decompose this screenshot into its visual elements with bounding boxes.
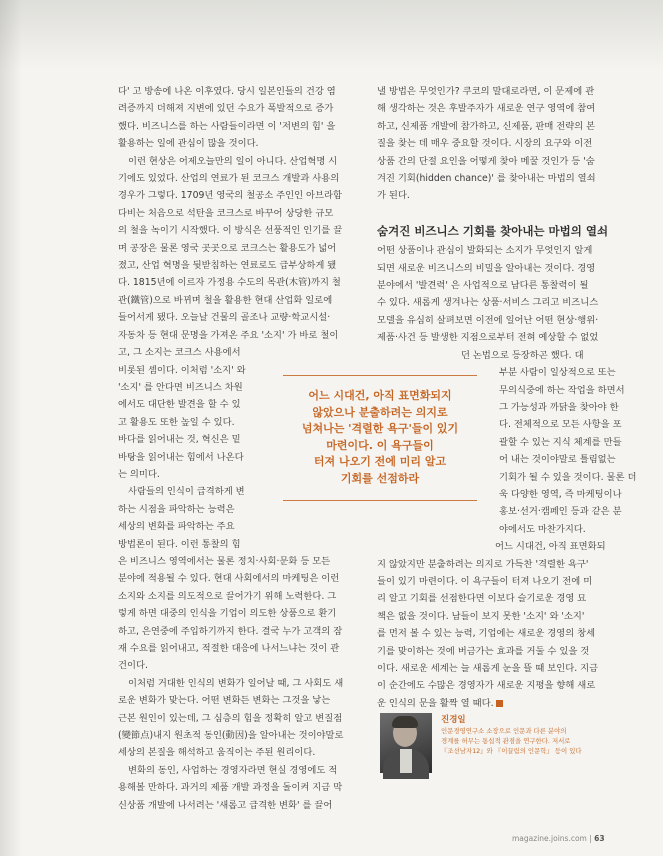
text-line: (變節点)내지 원초적 동인(動因)을 알아내는 것이야말로 <box>118 730 344 742</box>
left-paragraph-1 <box>118 83 356 153</box>
text-line: 변화의 동인, 사업하는 경영자라면 현실 경영에도 적 <box>128 764 338 776</box>
text-line: 려증까지 더해져 지변에 있던 수요가 폭발적으로 증가 <box>118 103 334 115</box>
text-line: 하고, 신제품 개발에 참가하고, 신제품, 판매 전략의 본 <box>377 120 596 132</box>
author-name: 진경일 <box>441 715 466 725</box>
text-line: 고, 그 소지는 코크스 사용에서 <box>118 347 241 359</box>
text-line: 분야에 적용될 수 있다. 현대 사회에서의 마케팅은 이런 <box>118 573 340 585</box>
text-line: 가 된다. <box>377 190 410 202</box>
text-line: 를 먼저 볼 수 있는 능력, 기업에는 새로운 경영의 창세 <box>377 628 596 640</box>
footer-site: magazine.joins.com <box>512 834 587 843</box>
right-paragraph-1 <box>377 83 619 205</box>
text-line: 야에서도 마찬가지다. <box>499 523 586 535</box>
pull-quote-line: 어느 시대건, 아직 표면화되지 <box>308 389 452 402</box>
text-line: 괄할 수 있는 지식 체계를 만들 <box>499 436 622 448</box>
text-line: 에서도 대단한 발견을 할 수 있 <box>118 399 241 411</box>
text-line: 자동차 등 현대 문명을 가져온 주요 '소지' 가 바로 철이 <box>118 329 339 341</box>
text-line: 했다. 비즈니스를 하는 사람들이라면 이 '저변의 힘' 을 <box>118 120 336 132</box>
text-line: 제품·사건 등 발생한 지점으로부터 전혀 예상할 수 없었 <box>377 332 599 344</box>
bio-line: 인문경영연구소 소장으로 인문과 다른 분야의 <box>441 727 567 735</box>
text-line: 수 있다. 새롭게 생겨나는 상품·서비스 그리고 비즈니스 <box>377 297 599 309</box>
text-line: 리 알고 기회를 선점한다면 이보다 슬기로운 경영 묘 <box>377 593 587 605</box>
page-footer <box>512 834 605 843</box>
left-paragraph-3 <box>118 483 356 674</box>
text-line: 질을 찾는 데 매우 중요할 것이다. 시장의 요구와 이전 <box>377 138 593 150</box>
bio-line: 『조선남자12』와 『이끌림의 인문학』 등이 있다 <box>441 747 582 755</box>
text-line: 그 가능성과 까닭을 찾아야 한 <box>499 401 619 413</box>
text-line: 신상품 개발에 나서려는 '새롭고 급격한 변화' 를 끌어 <box>118 799 333 811</box>
photo-hair <box>392 716 418 728</box>
bio-line: 경계를 허무는 통섭적 관점을 연구한다. 저서로 <box>441 737 571 745</box>
text-line: 이런 현상은 어제오늘만의 일이 아니다. 산업혁명 시 <box>128 155 338 167</box>
text-line: 재 수요를 읽어내고, 적절한 대응에 나서느냐는 것이 관 <box>118 643 340 654</box>
text-line: 다' 고 방송에 나온 이후였다. 당시 일본인들의 건강 염 <box>118 86 336 97</box>
photo-shirt <box>400 749 412 773</box>
text-line: 바탕을 읽어내는 힘에서 나온다 <box>118 451 244 463</box>
footer-separator: | <box>589 834 592 843</box>
text-line: 무의식중에 하는 작업을 하면서 <box>499 384 625 396</box>
text-line: 다. 전체적으로 모든 사항을 포 <box>499 419 622 431</box>
section-heading: 숨겨진 비즈니스 기회를 찾아내는 마법의 열쇠 <box>377 223 609 238</box>
pull-quote-text <box>283 376 477 487</box>
text-line: 바다를 읽어내는 것, 혁신은 밑 <box>118 434 241 446</box>
text-line: 경우가 그렇다. 1709년 영국의 철공소 주인인 아브라함 <box>118 190 342 202</box>
pull-quote-line: 않았으나 분출하려는 의지로 <box>312 405 448 419</box>
text-line: 며 공장은 물론 영국 곳곳으로 코크스는 활용도가 넓어 <box>118 242 337 254</box>
text-line: 건이다. <box>118 660 148 672</box>
text-line: 근본 원인이 있는데, 그 심층의 힘을 정확히 알고 변질점 <box>118 712 343 724</box>
text-line: 의 철을 녹이기 시작했다. 이 방식은 선풍적인 인기를 끌 <box>118 225 343 237</box>
pull-quote-line: 터져 나오기 전에 미리 알고 <box>313 455 447 468</box>
pull-quote-line: 넘쳐나는 '격렬한 욕구'들이 있기 <box>301 422 459 435</box>
left-paragraph-5 <box>118 762 356 814</box>
text-line: 어느 시대건, 아직 표면화되 <box>495 541 606 553</box>
text-line: 은 비즈니스 영역에서는 물론 정치·사회·문화 등 모든 <box>118 555 331 567</box>
text-line: 들어서게 됐다. 오늘날 건물의 골조나 교량·학교시설· <box>118 312 331 324</box>
text-line: 용해볼 만하다. 과거의 제품 개발 과정을 돌이켜 지금 막 <box>118 782 343 794</box>
pull-quote-line: 기회를 선점하라 <box>340 471 420 485</box>
text-line: 렇게 하면 대중의 인식을 기업이 의도한 상품으로 환기 <box>118 608 337 620</box>
page-number: 63 <box>594 834 605 843</box>
text-line: 이다. 새로운 세계는 늘 새롭게 눈을 뜰 때 보인다. 지금 <box>377 663 599 674</box>
text-line: 방법론이 된다. 이런 통찰의 힘 <box>118 538 241 550</box>
text-line: 활용하는 일에 관심이 많을 것이다. <box>118 138 259 150</box>
top-shade <box>0 0 663 70</box>
text-line: '소지' 를 안다면 비즈니스 차원 <box>118 381 243 393</box>
text-line-last <box>377 695 619 712</box>
author-profile <box>380 713 600 773</box>
text-line: 모델을 유심히 살펴보면 이전에 일어난 어떤 현상·행위· <box>377 314 599 326</box>
text-line: 이처럼 거대한 인식의 변화가 일어날 때, 그 사회도 새 <box>128 677 344 689</box>
text-line: 세상의 변화를 파악하는 주요 <box>118 521 235 533</box>
text-line: 소지와 소지를 의도적으로 끌어가기 위해 노력한다. 그 <box>118 590 337 602</box>
binding-shadow <box>0 0 22 856</box>
text-line: 는 의미다. <box>118 468 160 480</box>
text-line: 로운 변화가 맞는다. 어떤 변화든 변화는 그것을 낳는 <box>118 695 331 707</box>
left-paragraph-4 <box>118 675 356 762</box>
text-line: 홍보·선거·캠페인 등과 같은 분 <box>499 506 622 518</box>
text-line: 되면 새로운 비즈니스의 비밀을 알아내는 것이다. 경영 <box>377 262 596 274</box>
text-line: 기에도 있었다. 산업의 연료가 된 코크스 개발과 사용의 <box>118 173 340 185</box>
text-line: 낼 방법은 무엇인가? 쿠코의 말대로라면, 이 문제에 관 <box>377 86 595 97</box>
text-line: 해 생각하는 것은 후발주자가 새로운 연구 영역에 참여 <box>377 103 596 115</box>
text-line: 세상의 본질을 해석하고 움직이는 주된 원리이다. <box>118 747 316 759</box>
text-line: 고 활용도 또한 높일 수 있다. <box>118 416 235 428</box>
text-line: 어 내는 것이야말로 틀림없는 <box>499 454 616 466</box>
text-line: 던 논법으로 등장하곤 했다. 대 <box>461 349 584 361</box>
text-line: 하고, 은연중에 주입하기까지 한다. 결국 누가 고객의 잠 <box>118 625 343 637</box>
text-line: 졌고, 산업 혁명을 뒷받침하는 연료로도 급부상하게 됐 <box>118 260 337 272</box>
text-line: 들이 있기 마련이다. 이 욕구들이 터져 나오기 전에 미 <box>377 575 593 587</box>
text-line: 지 않았지만 분출하려는 의지로 가득찬 '격렬한 욕구' <box>377 558 589 570</box>
text-line: 기회가 될 수 있을 것이다. 물론 더 <box>499 471 637 483</box>
text-line: 관(鐵管)으로 바뀌며 철을 활용한 현대 산업화 일로에 <box>118 294 333 306</box>
text-line: 욱 다양한 영역, 즉 마케팅이나 <box>499 488 622 500</box>
end-mark-icon <box>496 700 503 707</box>
author-bio <box>441 726 601 756</box>
text-line: 비롯된 셈이다. 이처럼 '소지' 와 <box>118 364 246 376</box>
text-line: 사람들의 인식이 급격하게 변 <box>128 486 245 498</box>
text-line: 다비는 처음으로 석탄을 코크스로 바꾸어 상당한 규모 <box>118 207 334 219</box>
text-line: 어떤 상품이나 관심이 발화되는 소지가 무엇인지 알게 <box>377 245 593 257</box>
text-span: 운 인식의 문을 활짝 열 때다. <box>377 697 494 709</box>
pull-quote-line: 마련이다. 이 욕구들이 <box>326 438 434 452</box>
text-line: 다. 1815년에 이르자 가정용 수도의 목관(木管)까지 철 <box>118 277 341 289</box>
pull-quote <box>283 375 477 501</box>
text-line: 분야에서 '발견력' 은 사업적으로 남다른 통찰력이 될 <box>377 280 589 292</box>
text-line: 이 순간에도 수많은 경영자가 새로운 지평을 향해 새로 <box>377 680 596 692</box>
text-line: 상품 간의 단절 요인을 어떻게 찾아 메꿀 것인가 등 '숨 <box>377 155 595 167</box>
text-line: 책은 없을 것이다. 남들이 보지 못한 '소지' 와 '소지' <box>377 610 585 622</box>
right-paragraph-3 <box>377 538 619 712</box>
text-line: 기를 맞이하는 것에 버금가는 효과를 거둘 수 있을 것 <box>377 645 590 657</box>
text-line: 하는 시점을 파악하는 능력은 <box>118 503 235 515</box>
author-photo <box>380 713 432 773</box>
text-line: 부분 사람이 일상적으로 또는 <box>499 367 616 379</box>
text-line: 겨진 기회(hidden chance)' 를 찾아내는 마법의 열쇠 <box>377 173 596 185</box>
